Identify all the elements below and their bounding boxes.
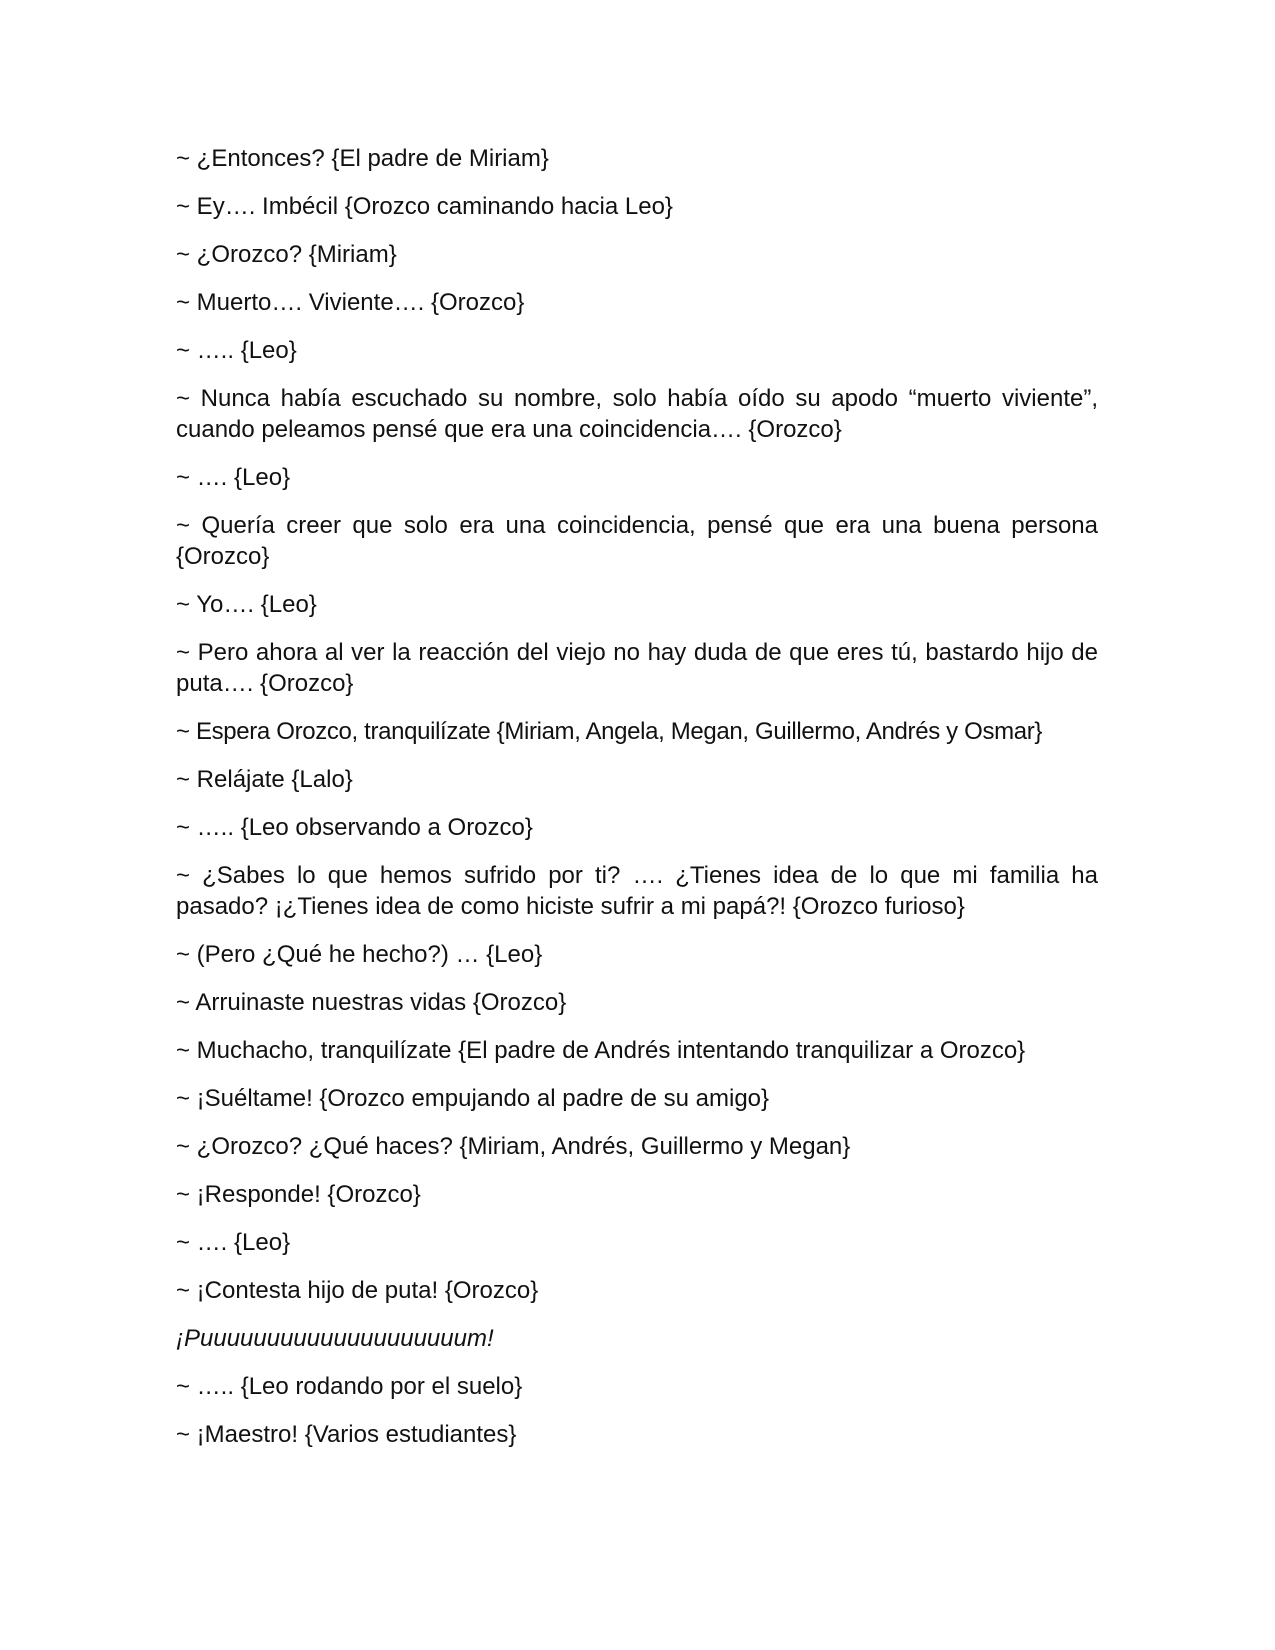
dialogue-line: ~ ¡Contesta hijo de puta! {Orozco} (176, 1277, 539, 1304)
dialogue-line: ~ …. {Leo} (176, 464, 291, 491)
dialogue-line: ~ ¿Entonces? {El padre de Miriam} (176, 145, 549, 172)
dialogue-line: ~ Pero ahora al ver la reacción del viejo no hay duda de que eres tú, bastardo hijo de puta…. {Orozco} (176, 639, 1098, 697)
dialogue-line: ~ Ey…. Imbécil {Orozco caminando hacia Leo} (176, 193, 673, 220)
dialogue-line: ~ Quería creer que solo era una coincidencia, pensé que era una buena persona {Orozco} (176, 512, 1098, 570)
dialogue-line: ~ (Pero ¿Qué he hecho?) … {Leo} (176, 941, 543, 968)
dialogue-line: ~ ¡Suéltame! {Orozco empujando al padre de su amigo} (176, 1085, 770, 1112)
dialogue-line: ~ ¿Orozco? {Miriam} (176, 241, 397, 268)
dialogue-line: ~ Espera Orozco, tranquilízate {Miriam, Angela, Megan, Guillermo, Andrés y Osmar} (176, 718, 1043, 745)
dialogue-line: ~ ….. {Leo rodando por el suelo} (176, 1373, 523, 1400)
dialogue-line: ~ Muerto…. Viviente…. {Orozco} (176, 289, 525, 316)
dialogue-body (176, 143, 1098, 1467)
dialogue-line: ~ ….. {Leo} (176, 337, 297, 364)
dialogue-line: ~ ¿Orozco? ¿Qué haces? {Miriam, Andrés, Guillermo y Megan} (176, 1133, 851, 1160)
dialogue-line: ~ …. {Leo} (176, 1229, 291, 1256)
dialogue-line: ~ ….. {Leo observando a Orozco} (176, 814, 533, 841)
dialogue-line: ~ Arruinaste nuestras vidas {Orozco} (176, 989, 567, 1016)
dialogue-line: ~ Yo…. {Leo} (176, 591, 317, 618)
sound-effect-line: ¡Puuuuuuuuuuuuuuuuuuuum! (176, 1325, 494, 1352)
dialogue-line: ~ ¡Responde! {Orozco} (176, 1181, 421, 1208)
dialogue-line: ~ ¿Sabes lo que hemos sufrido por ti? …. ¿Tienes idea de lo que mi familia ha pasado? ¡¿Tienes idea de como hiciste sufrir a mi papá?! {Orozco furioso} (176, 862, 1098, 920)
dialogue-line: ~ Nunca había escuchado su nombre, solo había oído su apodo “muerto viviente”, cuando peleamos pensé que era una coincidencia…. {Orozco} (176, 385, 1098, 443)
dialogue-line: ~ Relájate {Lalo} (176, 766, 353, 793)
dialogue-line: ~ Muchacho, tranquilízate {El padre de Andrés intentando tranquilizar a Orozco} (176, 1037, 1026, 1064)
dialogue-line: ~ ¡Maestro! {Varios estudiantes} (176, 1421, 517, 1448)
